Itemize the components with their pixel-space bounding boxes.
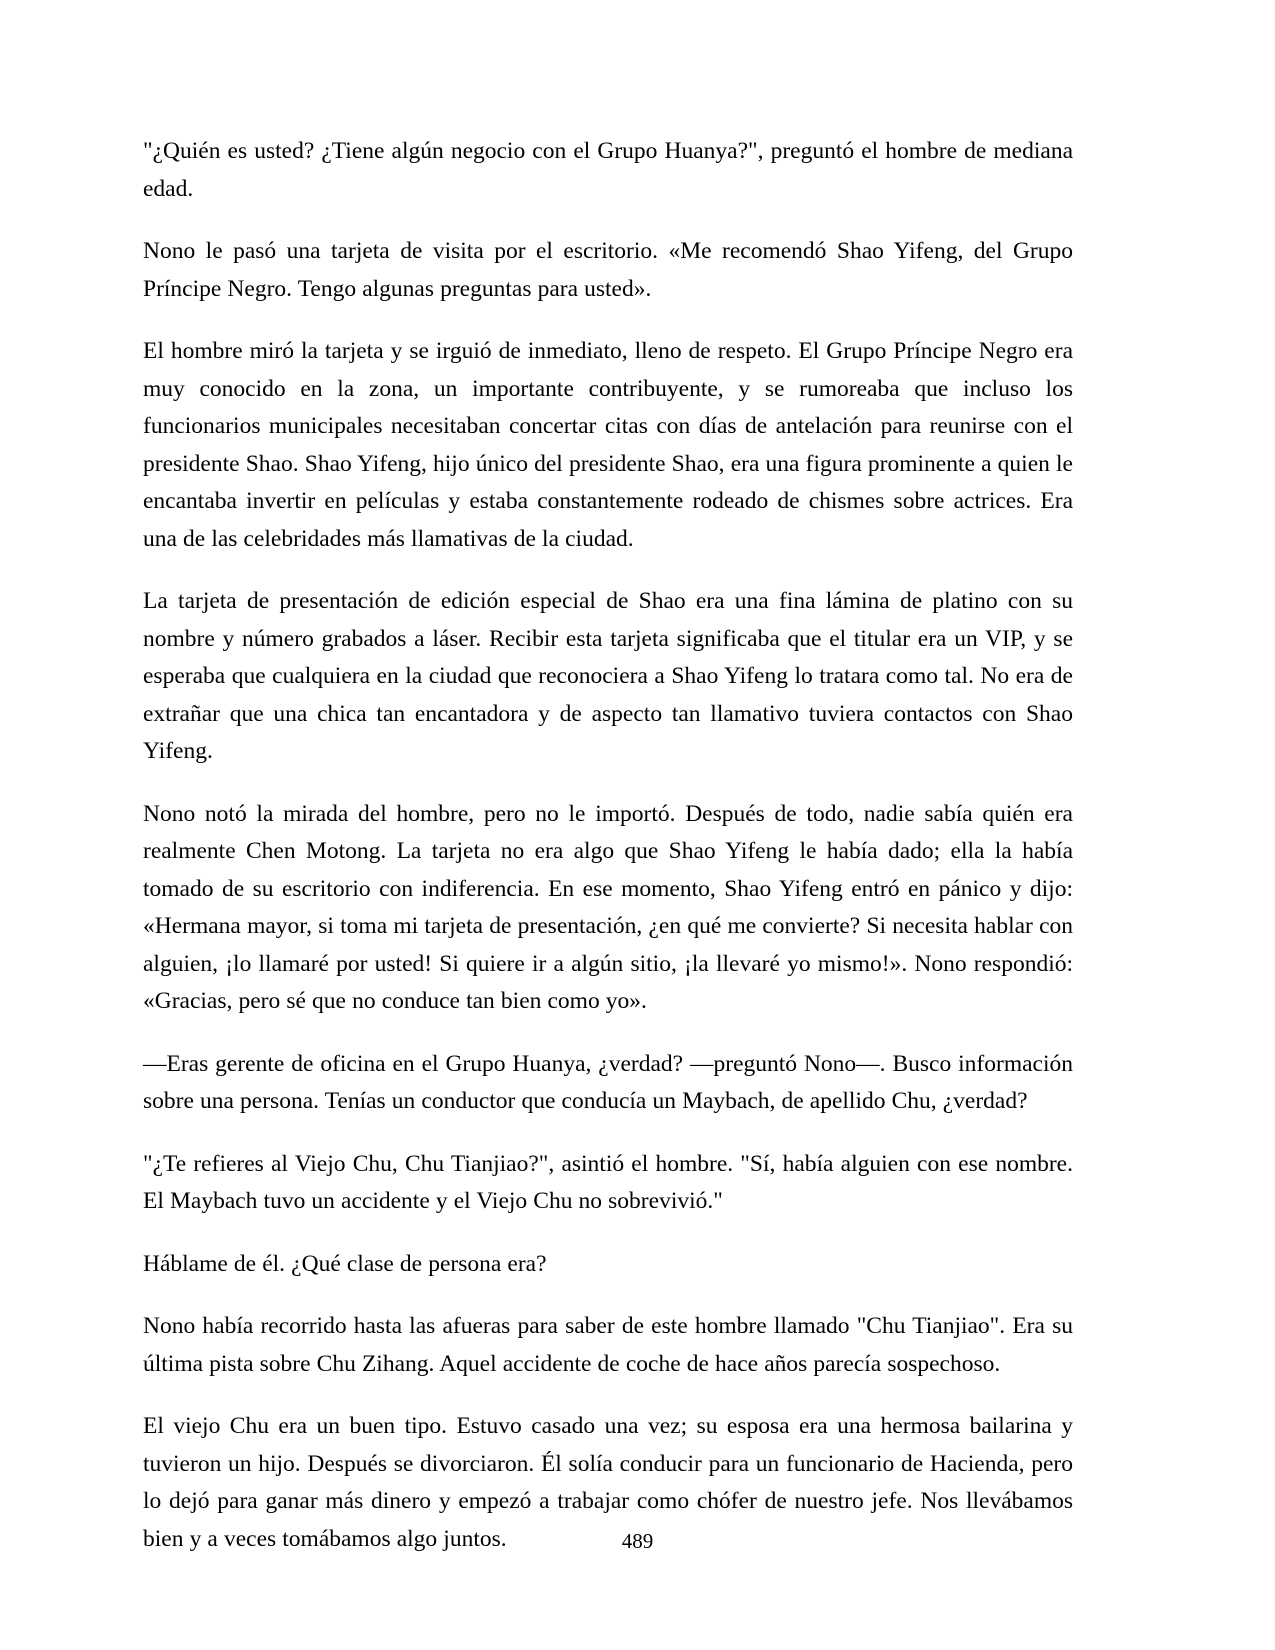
paragraph: "¿Quién es usted? ¿Tiene algún negocio con el Grupo Huanya?", preguntó el hombre de mediana edad. [143, 138, 1073, 202]
paragraph: Nono había recorrido hasta las afueras para saber de este hombre llamado "Chu Tianjiao". Era su última pista sobre Chu Zihang. Aquel accidente de coche de hace años parecía sospechoso. [143, 1313, 1073, 1377]
paragraph: El hombre miró la tarjeta y se irguió de inmediato, lleno de respeto. El Grupo Príncipe Negro era muy conocido en la zona, un importante contribuyente, y se rumoreaba que incluso los funcionarios municipales necesitaban concertar citas con días de antelación para reunirse con el presidente Shao. Shao Yifeng, hijo único del presidente Shao, era una figura prominente a quien le encantaba invertir en películas y estaba constantemente rodeado de chismes sobre actrices. Era una de las celebridades más llamativas de la ciudad. [143, 338, 1073, 552]
paragraph: Nono le pasó una tarjeta de visita por el escritorio. «Me recomendó Shao Yifeng, del Grupo Príncipe Negro. Tengo algunas preguntas para usted». [143, 238, 1073, 302]
paragraph: Nono notó la mirada del hombre, pero no le importó. Después de todo, nadie sabía quién era realmente Chen Motong. La tarjeta no era algo que Shao Yifeng le había dado; ella la había tomado de su escritorio con indiferencia. En ese momento, Shao Yifeng entró en pánico y dijo: «Hermana mayor, si toma mi tarjeta de presentación, ¿en qué me convierte? Si necesita hablar con alguien, ¡lo llamaré por usted! Si quiere ir a algún sitio, ¡la llevaré yo mismo!». Nono respondió: «Gracias, pero sé que no conduce tan bien como yo». [143, 800, 1073, 1014]
paragraph: Háblame de él. ¿Qué clase de persona era? [143, 1250, 547, 1277]
body-text-column [143, 133, 1073, 1558]
paragraph: "¿Te refieres al Viejo Chu, Chu Tianjiao?", asintió el hombre. "Sí, había alguien con ese nombre. El Maybach tuvo un accidente y el Viejo Chu no sobrevivió." [143, 1150, 1073, 1214]
page-number: 489 [621, 1529, 654, 1553]
paragraph: El viejo Chu era un buen tipo. Estuvo casado una vez; su esposa era una hermosa bailarina y tuvieron un hijo. Después se divorciaron. Él solía conducir para un funcionario de Hacienda, pero lo dejó para ganar más dinero y empezó a trabajar como chófer de nuestro jefe. Nos llevábamos bien y a veces tomábamos algo juntos. [143, 1413, 1073, 1552]
paragraph: —Eras gerente de oficina en el Grupo Huanya, ¿verdad? —preguntó Nono—. Busco información sobre una persona. Tenías un conductor que conducía un Maybach, de apellido Chu, ¿verdad? [143, 1050, 1073, 1114]
paragraph: La tarjeta de presentación de edición especial de Shao era una fina lámina de platino con su nombre y número grabados a láser. Recibir esta tarjeta significaba que el titular era un VIP, y se esperaba que cualquiera en la ciudad que reconociera a Shao Yifeng lo tratara como tal. No era de extrañar que una chica tan encantadora y de aspecto tan llamativo tuviera contactos con Shao Yifeng. [143, 588, 1073, 764]
